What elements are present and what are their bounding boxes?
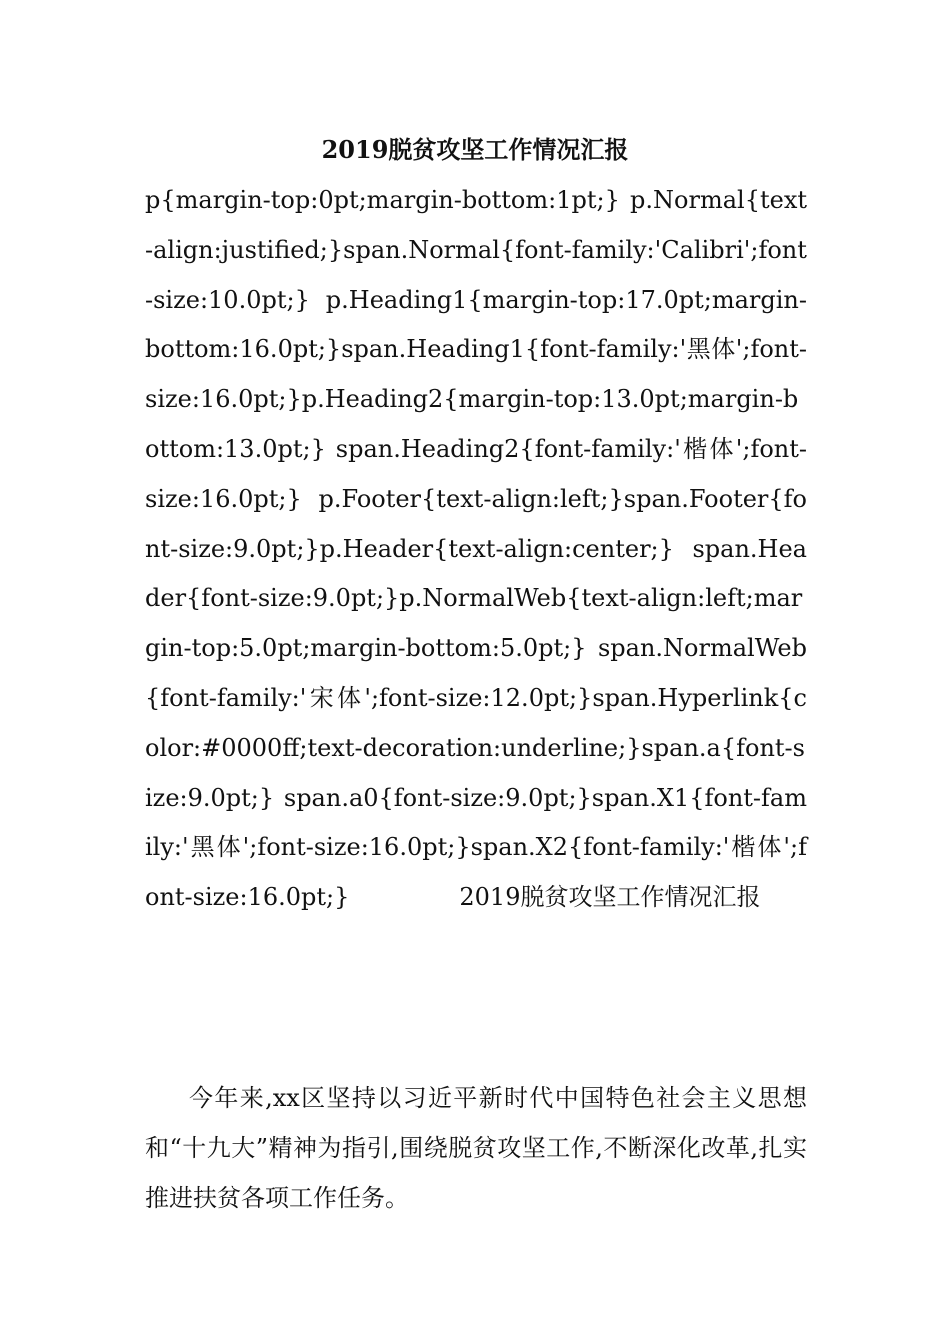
style-definition-text [145,176,807,923]
style-definition-content: p{margin-top:0pt;margin-bottom:1pt;} p.Normal{text-align:justified;}span.Normal{font-family:'Calibri';font-size:10.0pt;} p.Heading1{margin-top:17.0pt;margin-bottom:16.0pt;}span.Heading1{font-family:'黑体';font-size:16.0pt;}p.Heading2{margin-top:13.0pt;margin-bottom:13.0pt;} span.Heading2{font-family:'楷体';font-size:16.0pt;} p.Footer{text-align:left;}span.Footer{font-size:9.0pt;}p.Header{text-align:center;} span.Header{font-size:9.0pt;}p.NormalWeb{text-align:left;margin-top:5.0pt;margin-bottom:5.0pt;} span.NormalWeb{font-family:'宋体';font-size:12.0pt;}span.Hyperlink{color:#0000ff;text-decoration:underline;}span.a{font-size:9.0pt;} span.a0{font-size:9.0pt;}span.X1{font-family:'黑体';font-size:16.0pt;}span.X2{font-family:'楷体';font-size:16.0pt;} [145,186,807,912]
document-title: 2019脱贫攻坚工作情况汇报 [321,135,629,164]
repeated-title: 2019脱贫攻坚工作情况汇报 [459,883,761,912]
body-paragraph: 今年来,xx区坚持以习近平新时代中国特色社会主义思想和“十九大”精神为指引,围绕脱贫攻坚工作,不断深化改革,扎实推进扶贫各项工作任务。 [145,1084,807,1212]
